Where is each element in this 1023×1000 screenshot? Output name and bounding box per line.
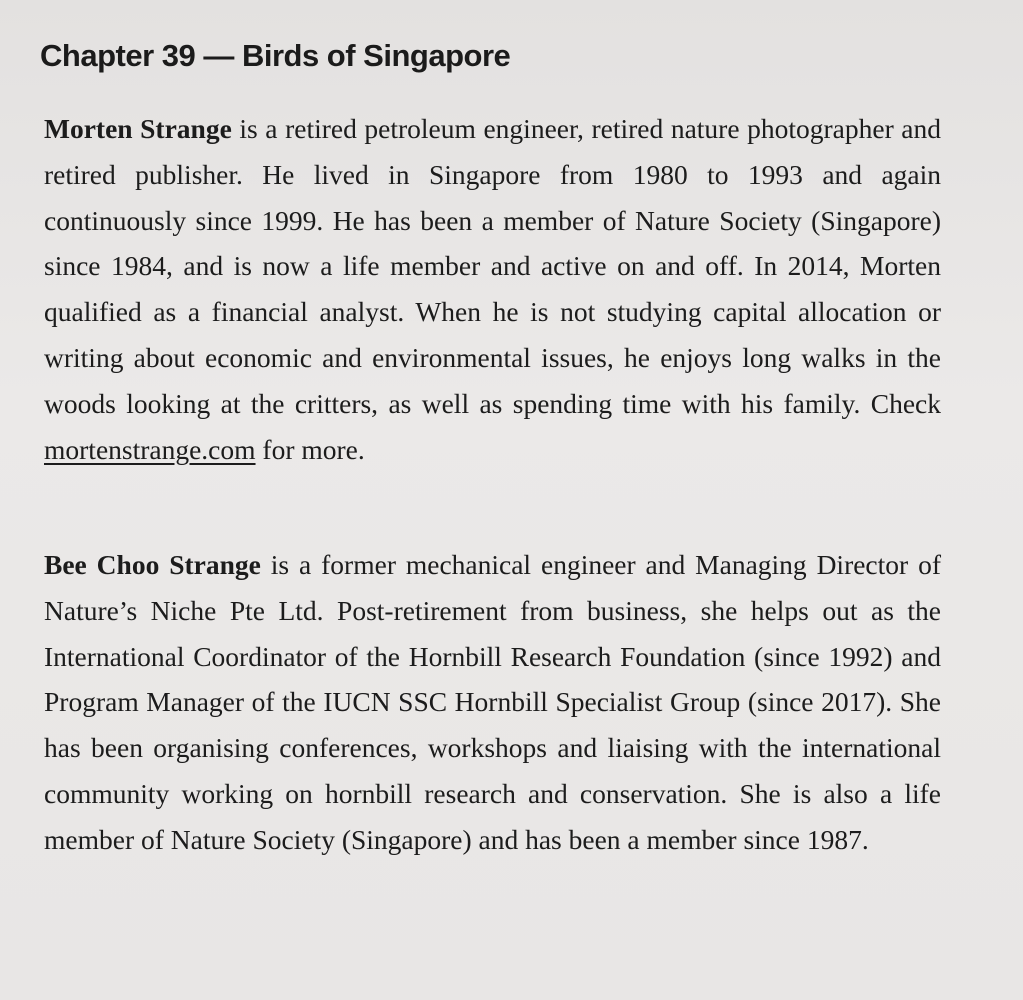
bio-text: is a former mechanical engineer and Managing Director of Nature’s Niche Pte Ltd. Post-retirement from business, she helps out as the International Coordinator of the Hornbill Research Foundation (since 1992) and Program Manager of the IUCN SSC Hornbill Specialist Group (since 2017). She has been organising conferences, workshops and liaising with the international community working on hornbill research and conservation. She is also a life member of Nature Society (Singapore) and has been a member since 1987.: [44, 549, 942, 855]
bio-name: Bee Choo Strange: [44, 549, 261, 580]
bio-text-end: for more.: [255, 433, 365, 465]
bio-bee-choo-strange: [44, 542, 941, 863]
website-link[interactable]: mortenstrange.com: [44, 433, 256, 465]
bio-morten-strange: [44, 106, 941, 472]
bio-text: is a retired petroleum engineer, retired nature photographer and retired publisher. He lived in Singapore from 1980 to 1993 and again continuously since 1999. He has been a member of Nature Society (Singapore) since 1984, and is now a life member and active on and off. In 2014, Morten qualified as a financial analyst. When he is not studying capital allocation or writing about economic and environmental issues, he enjoys long walks in the woods looking at the critters, as well as spending time with his family. Check: [44, 113, 942, 419]
chapter-title: Chapter 39 — Birds of Singapore: [40, 38, 511, 73]
bio-name: Morten Strange: [44, 113, 232, 144]
